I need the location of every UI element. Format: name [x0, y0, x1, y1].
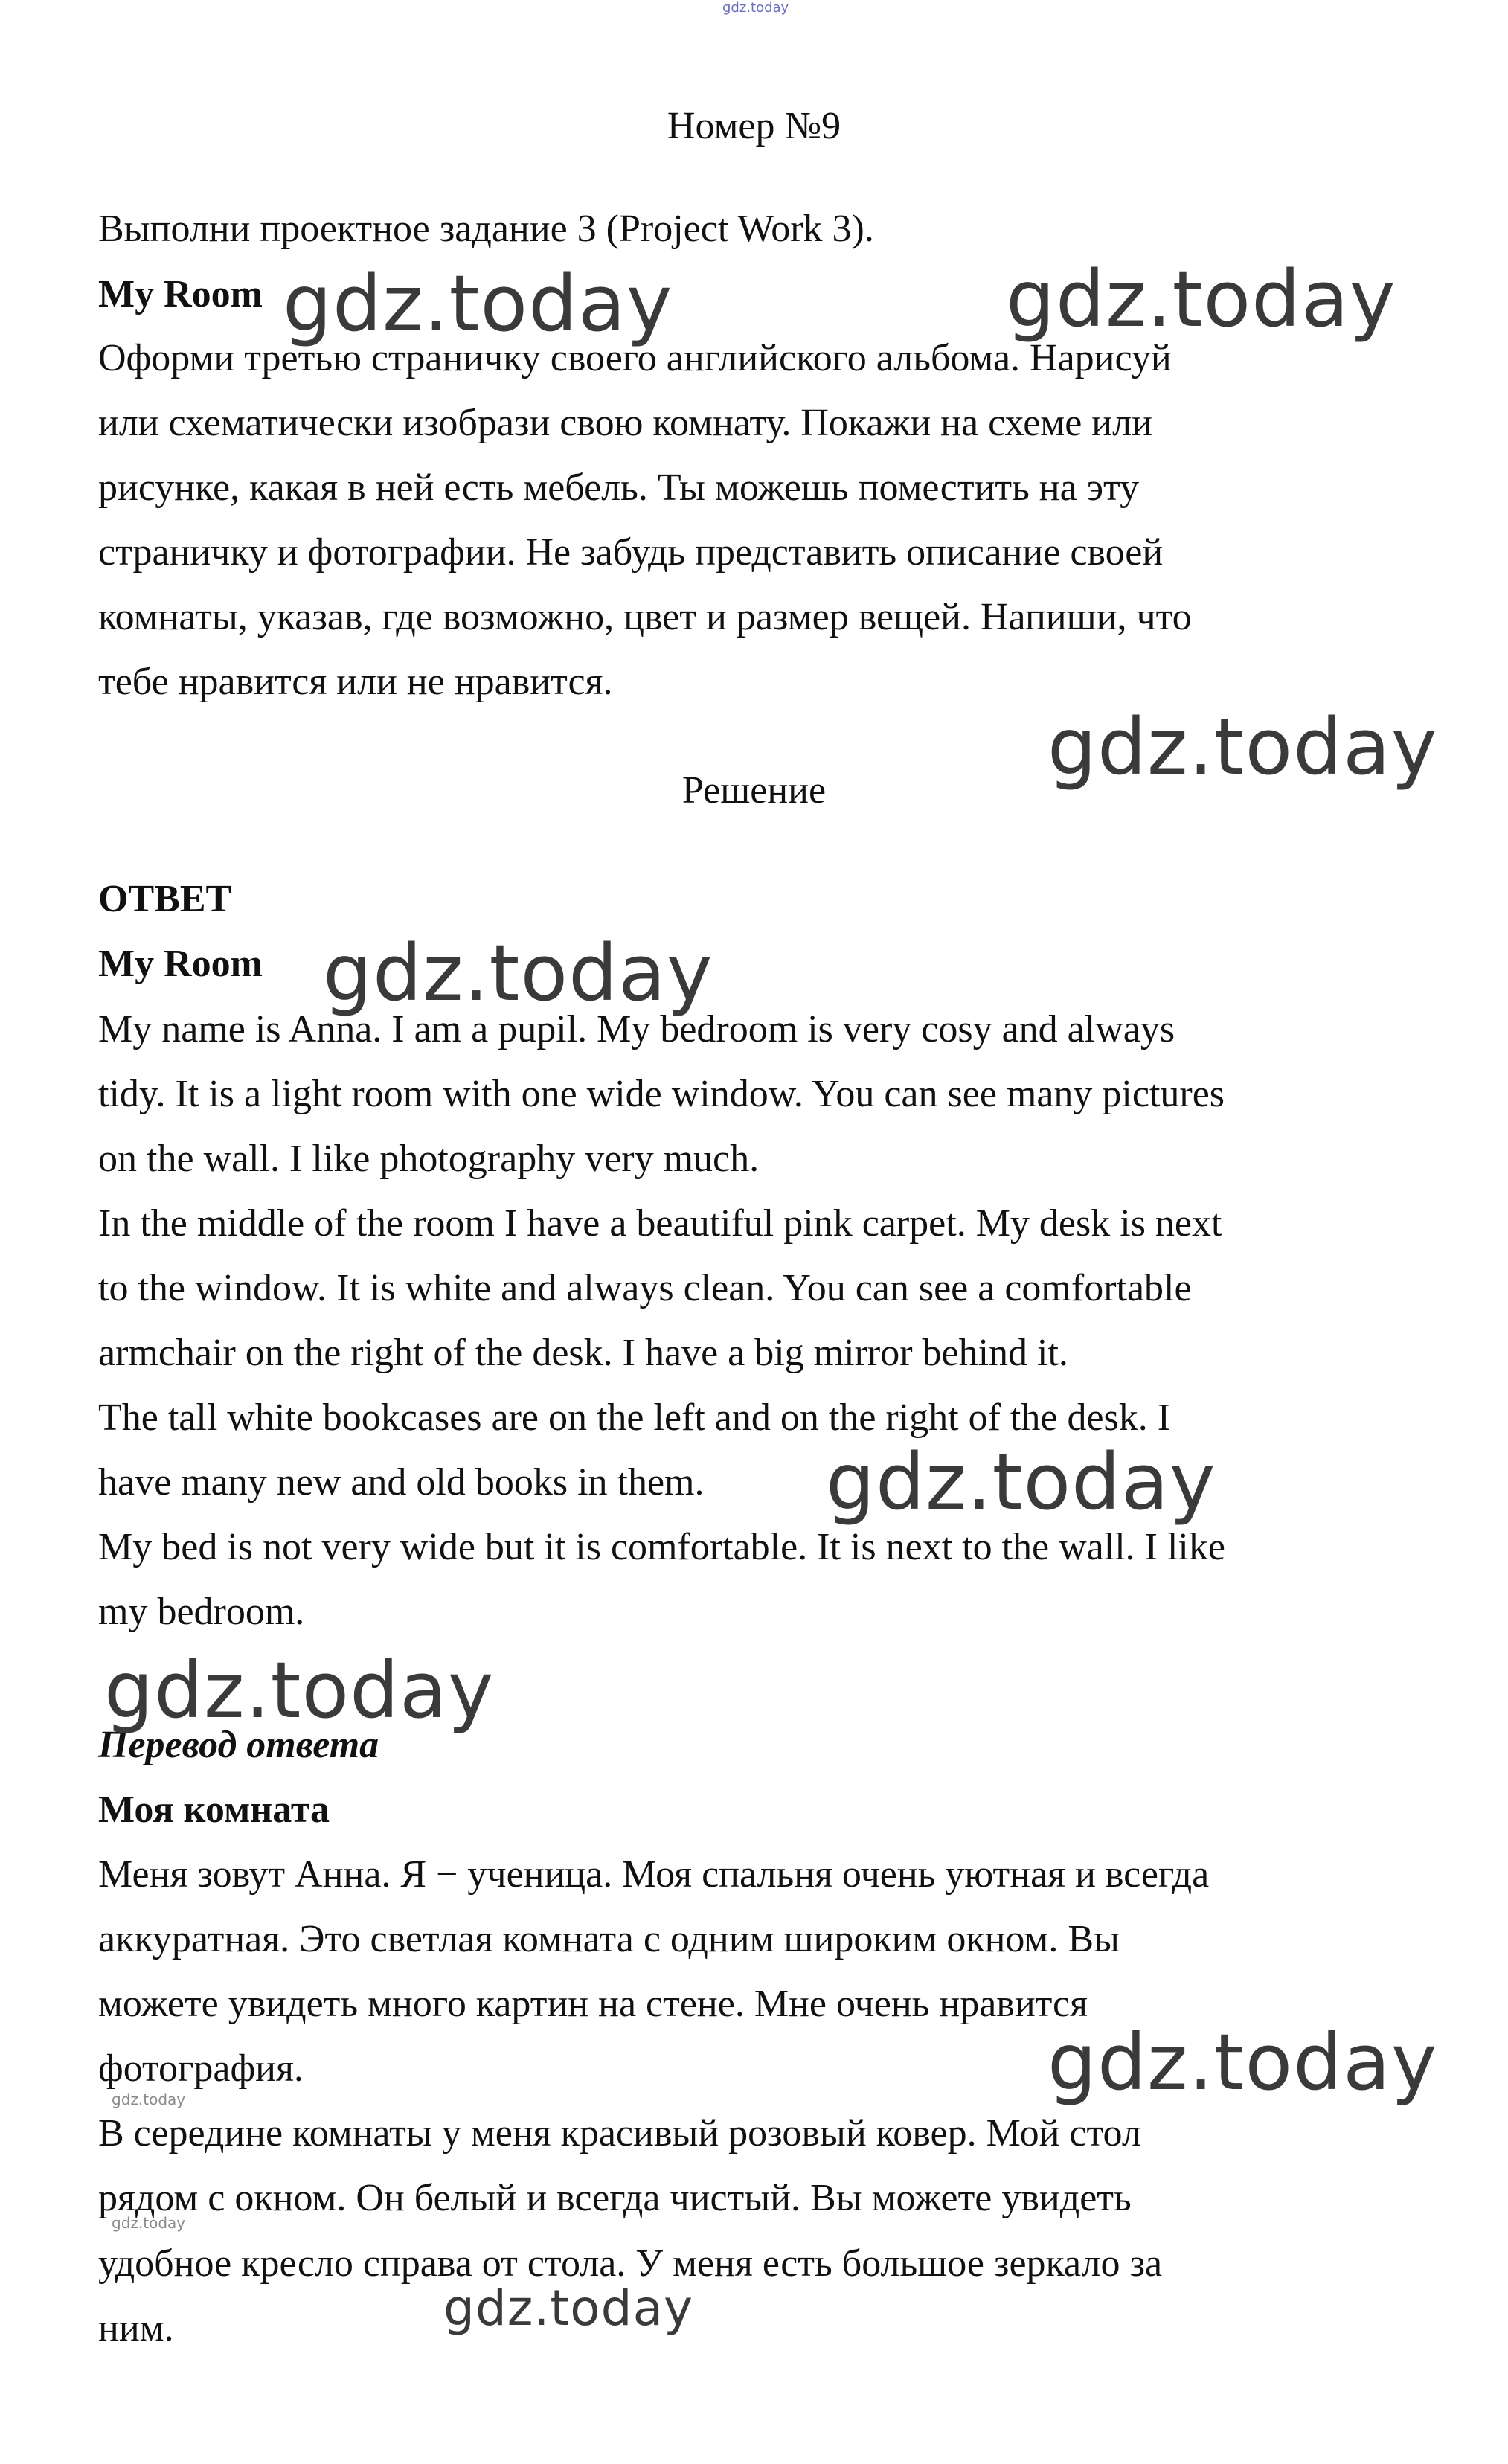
translation-title: Моя комната — [98, 1788, 330, 1831]
translation-line: рядом с окном. Он белый и всегда чистый. Вы можете увидеть — [98, 2177, 1132, 2219]
solution-heading: Решение — [681, 769, 827, 812]
task-line: тебе нравится или не нравится. — [98, 661, 613, 703]
task-line: рисунке, какая в ней есть мебель. Ты можешь поместить на эту — [98, 466, 1140, 509]
answer-line: have many new and old books in them. — [98, 1461, 705, 1504]
answer-line: The tall white bookcases are on the left and on the right of the desk. I — [98, 1396, 1171, 1439]
watermark: gdz.today — [826, 1437, 1216, 1527]
translation-label: Перевод ответа — [98, 1724, 379, 1766]
answer-label: ОТВЕТ — [98, 878, 232, 920]
watermark: gdz.today — [1047, 702, 1438, 792]
translation-line: можете увидеть много картин на стене. Мне очень нравится — [98, 1983, 1088, 2025]
watermark: gdz.today — [104, 1645, 495, 1736]
task-title: My Room — [98, 273, 263, 315]
translation-line: удобное кресло справа от стола. У меня есть большое зеркало за — [98, 2242, 1163, 2285]
watermark: gdz.today — [283, 258, 673, 349]
answer-line: My bed is not very wide but it is comfortable. It is next to the wall. I like — [98, 1526, 1225, 1568]
translation-line: аккуратная. Это светлая комната с одним широким окном. Вы — [98, 1918, 1120, 1960]
translation-line: В середине комнаты у меня красивый розовый ковер. Мой стол — [98, 2112, 1141, 2155]
answer-title: My Room — [98, 943, 263, 985]
top-source-watermark: gdz.today — [722, 0, 789, 16]
task-line: комнаты, указав, где возможно, цвет и размер вещей. Напиши, что — [98, 596, 1192, 638]
translation-line: Меня зовут Анна. Я − ученица. Моя спальня очень уютная и всегда — [98, 1853, 1210, 1896]
watermark: gdz.today — [443, 2279, 694, 2337]
task-line: или схематически изобрази свою комнату. Покажи на схеме или — [98, 402, 1152, 444]
small-watermark: gdz.today — [112, 2091, 186, 2108]
task-line: Оформи третью страничку своего английского альбома. Нарисуй — [98, 337, 1172, 379]
answer-line: armchair on the right of the desk. I have a big mirror behind it. — [98, 1332, 1068, 1374]
page-title: Номер №9 — [667, 105, 841, 147]
answer-line: In the middle of the room I have a beautiful pink carpet. My desk is next — [98, 1202, 1222, 1245]
answer-line: on the wall. I like photography very much. — [98, 1138, 760, 1180]
answer-line: tidy. It is a light room with one wide window. You can see many pictures — [98, 1073, 1225, 1115]
answer-line: My name is Anna. I am a pupil. My bedroom is very cosy and always — [98, 1008, 1175, 1050]
small-watermark: gdz.today — [112, 2214, 186, 2232]
answer-line: my bedroom. — [98, 1591, 305, 1633]
answer-line: to the window. It is white and always clean. You can see a comfortable — [98, 1267, 1192, 1309]
translation-line: ним. — [98, 2307, 174, 2349]
task-instruction: Выполни проектное задание 3 (Project Work 3). — [98, 208, 874, 250]
watermark: gdz.today — [1047, 2017, 1438, 2108]
translation-line: фотография. — [98, 2047, 304, 2090]
watermark: gdz.today — [323, 928, 713, 1018]
task-line: страничку и фотографии. Не забудь представить описание своей — [98, 531, 1164, 574]
watermark: gdz.today — [1006, 254, 1396, 344]
